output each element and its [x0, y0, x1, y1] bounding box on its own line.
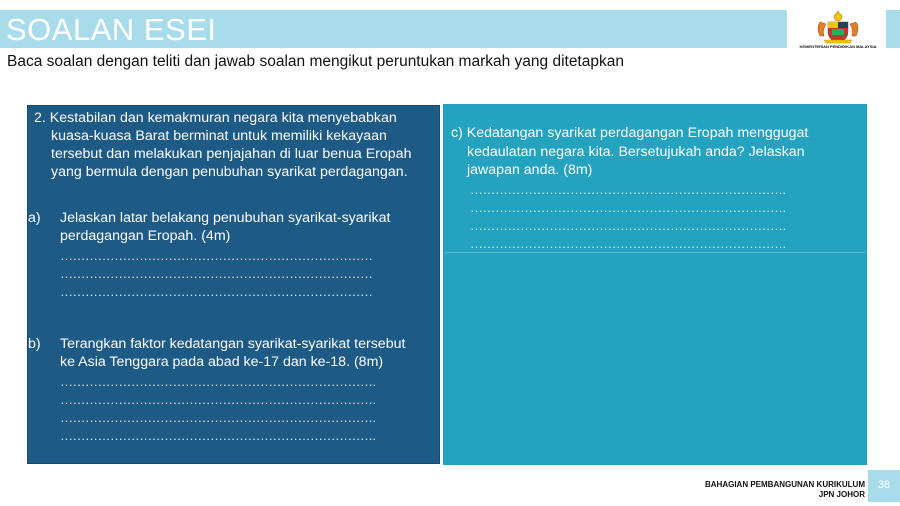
part-b-question-line: Terangkan faktor kedatangan syarikat-syarikat tersebut: [60, 336, 406, 352]
part-a-question-line: perdagangan Eropah. (4m): [60, 228, 231, 244]
question-line: yang bermula dengan penubuhan syarikat perdagangan.: [51, 164, 408, 180]
footer-line: JPN JOHOR: [818, 490, 865, 499]
instruction-text: Baca soalan dengan teliti dan jawab soalan mengikut peruntukan markah yang ditetapkan: [7, 53, 624, 70]
question-line: tersebut dan melakukan penjajahan di luar benua Eropah: [51, 146, 412, 162]
part-a-answer-line: …………………………………………………………………: [60, 284, 373, 299]
header-bar-accent: [886, 10, 900, 48]
page-number-box: [868, 470, 900, 502]
part-c-question-line: jawapan anda. (8m): [467, 162, 593, 178]
part-a-answer-line: …………………………………………………………………: [60, 248, 373, 263]
part-a-question-line: Jelaskan latar belakang penubuhan syarikat-syarikat: [60, 210, 391, 226]
part-c-question-line: kedaulatan negara kita. Bersetujukah anda? Jelaskan: [467, 144, 805, 160]
question-line: 2. Kestabilan dan kemakmuran negara kita menyebabkan: [34, 110, 397, 126]
part-c-answer-line: ………………………………………………………………….: [470, 218, 786, 233]
ministry-logo: [796, 8, 880, 52]
part-b-answer-line: ………………………………………………………………….: [60, 428, 376, 443]
part-c-answer-line: ………………………………………………………………….: [470, 236, 786, 251]
part-a-answer-line: …………………………………………………………………: [60, 266, 373, 281]
page-number: 38: [877, 479, 891, 491]
footer-line: BAHAGIAN PEMBANGUNAN KURIKULUM: [705, 480, 865, 489]
part-b-answer-line: ………………………………………………………………….: [60, 410, 376, 425]
part-b-marker: b): [28, 336, 41, 352]
part-a-marker: a): [28, 210, 41, 226]
part-c-answer-line: ………………………………………………………………….: [470, 200, 786, 215]
footer-department: [705, 480, 865, 500]
logo-caption: KEMENTERIAN PENDIDIKAN MALAYSIA: [799, 44, 877, 49]
part-c-question-line: c) Kedatangan syarikat perdagangan Eropah menggugat: [451, 125, 809, 141]
question-line: kuasa-kuasa Barat berminat untuk memiliki kekayaan: [51, 128, 387, 144]
part-c-answer-line: ………………………………………………………………….: [470, 182, 786, 197]
part-b-answer-line: ………………………………………………………………….: [60, 392, 376, 407]
part-b-answer-line: ………………………………………………………………….: [60, 374, 376, 389]
part-b-question-line: ke Asia Tenggara pada abad ke-17 dan ke-18. (8m): [60, 354, 384, 370]
page-title: SOALAN ESEI: [6, 12, 217, 47]
